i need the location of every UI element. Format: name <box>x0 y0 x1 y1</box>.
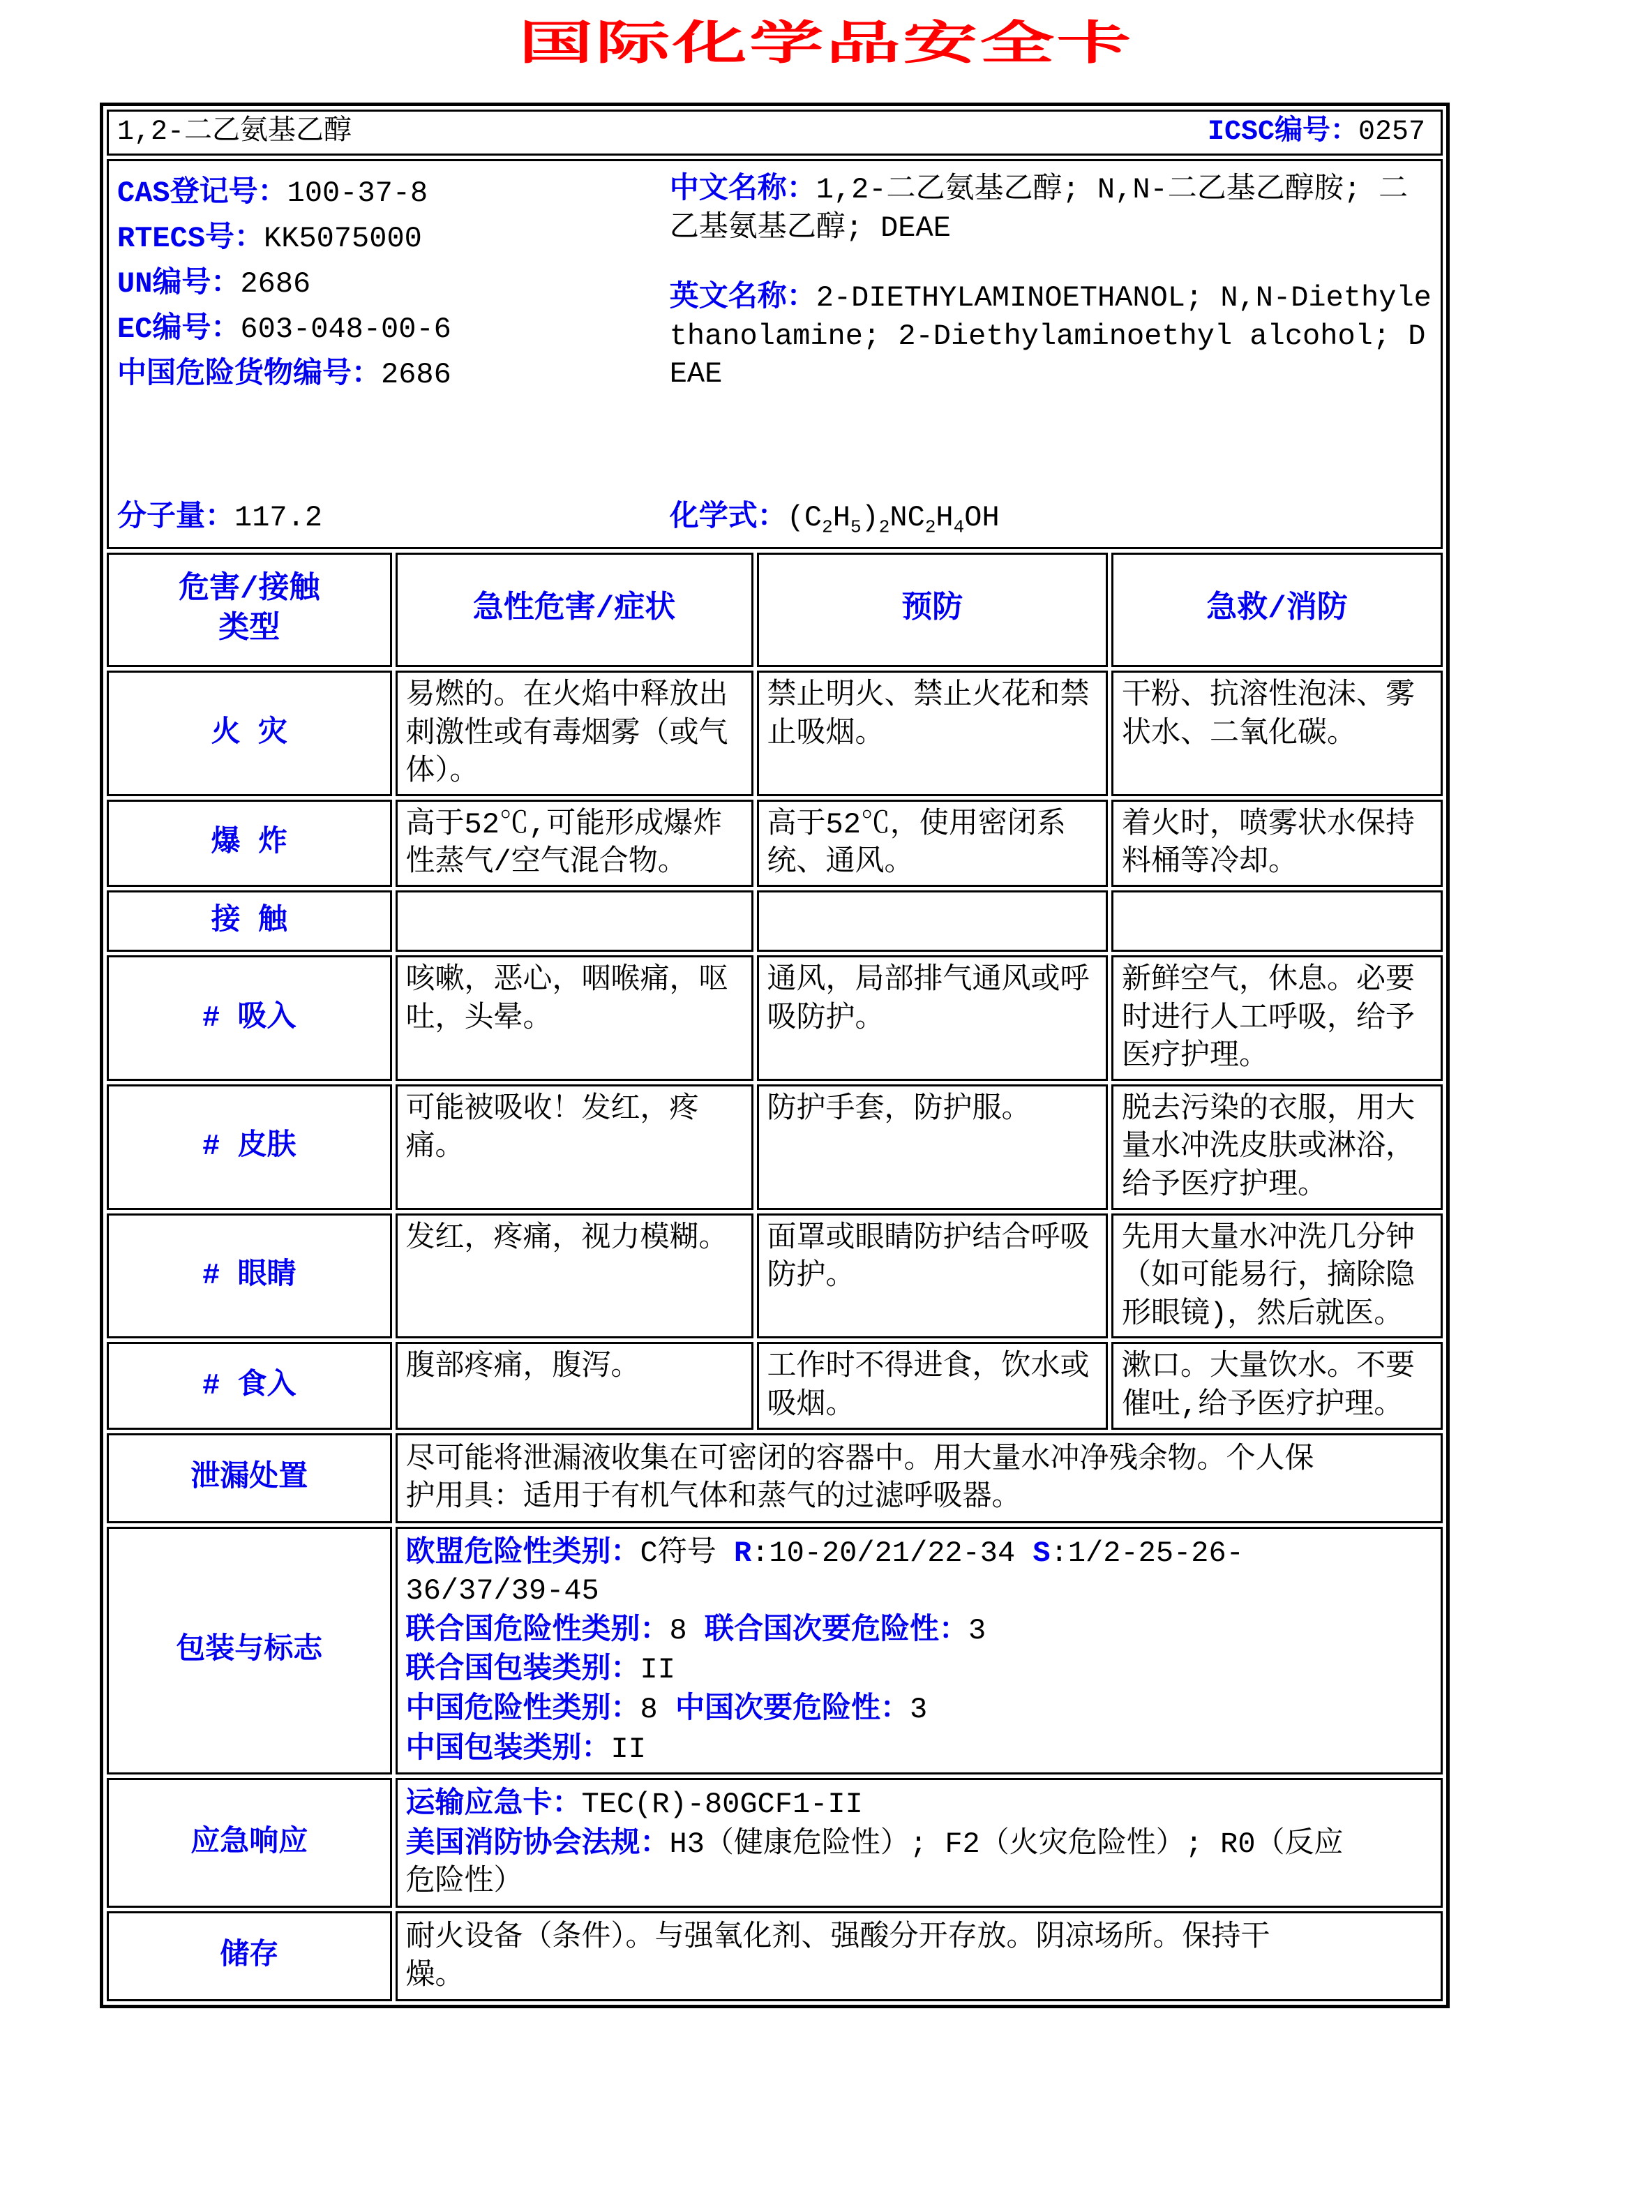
storage-line: 耐火设备（条件）。与强氧化剂、强酸分开存放。阴凉场所。保持干 燥。 <box>405 1921 1270 1993</box>
un-number-label: UN编号： <box>117 267 241 301</box>
chinese-name <box>670 171 1432 247</box>
eyes-symptoms-cell: 发红，疼痛，视力模糊。 <box>396 1213 753 1339</box>
ec-number-value: 603-048-00-6 <box>240 313 451 347</box>
names-block <box>670 164 1432 544</box>
chemical-name: 1,2-二乙氨基乙醇 <box>117 117 352 148</box>
fire-prevention-cell: 禁止明火、禁止火花和禁止吸烟。 <box>757 671 1109 796</box>
chemical-formula <box>670 499 1432 544</box>
ec-number <box>117 307 670 352</box>
ingestion-symptoms-cell: 腹部疼痛，腹泻。 <box>396 1342 753 1429</box>
row-label-fire: 火 灾 <box>107 671 392 796</box>
explosion-firstaid-cell: 着火时，喷雾状水保持料桶等冷却。 <box>1111 800 1443 887</box>
china-dg-number-value: 2686 <box>381 358 451 392</box>
rtecs-number-label: RTECS号： <box>117 222 264 256</box>
section-label-spill: 泄漏处置 <box>107 1433 392 1523</box>
row-label-contact: 接 触 <box>107 890 392 952</box>
spill-content-cell <box>396 1433 1443 1523</box>
explosion-symptoms-cell: 高于52℃,可能形成爆炸性蒸气/空气混合物。 <box>396 800 753 887</box>
hazard-header-row <box>107 553 1443 667</box>
spill-line: 尽可能将泄漏液收集在可密闭的容器中。用大量水冲净残余物。个人保 护用具：适用于有机气体和蒸气的过滤呼吸器。 <box>405 1442 1314 1515</box>
cas-number-label: CAS登记号： <box>117 177 287 210</box>
ingestion-firstaid-cell: 漱口。大量饮水。不要催吐,给予医疗护理。 <box>1111 1342 1443 1429</box>
chinese-name-label: 中文名称： <box>669 173 816 207</box>
skin-firstaid-cell: 脱去污染的衣服，用大量水冲洗皮肤或淋浴，给予医疗护理。 <box>1111 1084 1443 1210</box>
section-row-emergency <box>107 1778 1443 1908</box>
identifiers-row <box>107 159 1443 549</box>
ingestion-prevention-cell: 工作时不得进食，饮水或吸烟。 <box>757 1342 1109 1429</box>
row-label-skin: # 皮肤 <box>107 1084 392 1210</box>
contact-symptoms-cell <box>396 890 753 952</box>
chemical-formula-label: 化学式： <box>669 501 787 535</box>
contact-prevention-cell <box>757 890 1109 952</box>
hazard-row-fire <box>107 671 1443 796</box>
name-row <box>107 110 1443 156</box>
nfpa-code-line: 美国消防协会法规：H3（健康危险性）; F2（火灾危险性）; R0（反应 危险性） <box>405 1827 1344 1899</box>
china-packing-group-line: 中国包装类别：II <box>405 1732 646 1766</box>
english-name-value: 2-DIETHYLAMINOETHANOL; N,N-Diethylethanolamine; 2-Diethylaminoethyl alcohol; DEAE <box>669 281 1432 391</box>
section-label-storage: 储存 <box>107 1911 392 2001</box>
cas-number <box>117 171 670 216</box>
icsc-number: 0257 <box>1358 117 1425 148</box>
icsc-number-field <box>1208 114 1432 151</box>
rtecs-number-value: KK5075000 <box>264 222 422 256</box>
molecular-weight-value: 117.2 <box>234 501 323 535</box>
row-label-inhalation: # 吸入 <box>107 955 392 1081</box>
english-name-label: 英文名称： <box>669 281 816 315</box>
eu-hazard-class-line: 欧盟危险性类别：C符号 R:10-20/21/22-34 S:1/2-25-26- 36/37/39-45 <box>405 1536 1244 1608</box>
row-label-explosion: 爆 炸 <box>107 800 392 887</box>
china-dg-number <box>117 352 670 398</box>
card-title: 国际化学品安全卡 <box>518 18 1134 69</box>
hazard-row-contact <box>107 890 1443 952</box>
chemical-formula-value: $(C_2H_5)_2NC_2H_4OH$ <box>786 501 1000 538</box>
storage-content-cell <box>396 1911 1443 2001</box>
header-hazard-type: 危害/接触 类型 <box>107 553 392 667</box>
un-hazard-class-line: 联合国危险性类别：8 联合国次要危险性：3 <box>405 1613 986 1647</box>
registry-numbers-block <box>117 164 670 544</box>
contact-firstaid-cell <box>1111 890 1443 952</box>
explosion-prevention-cell: 高于52℃，使用密闭系统、通风。 <box>757 800 1109 887</box>
header-prevention: 预防 <box>757 553 1109 667</box>
un-number-value: 2686 <box>240 267 311 301</box>
page-header <box>0 0 1652 72</box>
eyes-firstaid-cell: 先用大量水冲洗几分钟（如可能易行，摘除隐形眼镜)，然后就医。 <box>1111 1213 1443 1339</box>
hazard-row-inhalation <box>107 955 1443 1081</box>
row-label-ingestion: # 食入 <box>107 1342 392 1429</box>
packaging-content-cell <box>396 1527 1443 1775</box>
section-row-packaging <box>107 1527 1443 1775</box>
china-hazard-class-line: 中国危险性类别：8 中国次要危险性：3 <box>405 1693 928 1727</box>
skin-symptoms-cell: 可能被吸收！发红，疼痛。 <box>396 1084 753 1210</box>
icsc-number-label: ICSC编号： <box>1207 117 1358 148</box>
section-row-storage <box>107 1911 1443 2001</box>
china-dg-number-label: 中国危险货物编号： <box>117 358 382 392</box>
section-label-packaging: 包装与标志 <box>107 1527 392 1775</box>
chinese-name-value: 1,2-二乙氨基乙醇; N,N-二乙基乙醇胺; 二乙基氨基乙醇; DEAE <box>669 173 1409 245</box>
row-label-eyes: # 眼睛 <box>107 1213 392 1339</box>
inhalation-firstaid-cell: 新鲜空气，休息。必要时进行人工呼吸，给予医疗护理。 <box>1111 955 1443 1081</box>
ec-number-label: EC编号： <box>117 313 241 347</box>
un-number <box>117 262 670 307</box>
rtecs-number <box>117 216 670 262</box>
molecular-weight-label: 分子量： <box>117 501 235 535</box>
inhalation-prevention-cell: 通风，局部排气通风或呼吸防护。 <box>757 955 1109 1081</box>
molecular-weight <box>117 499 670 544</box>
hazard-row-eyes <box>107 1213 1443 1339</box>
icsc-card-table <box>100 103 1450 2008</box>
english-name <box>670 279 1432 394</box>
skin-prevention-cell: 防护手套，防护服。 <box>757 1084 1109 1210</box>
inhalation-symptoms-cell: 咳嗽，恶心，咽喉痛，呕吐，头晕。 <box>396 955 753 1081</box>
header-firstaid: 急救/消防 <box>1111 553 1443 667</box>
transport-emergency-card-line: 运输应急卡：TEC(R)-80GCF1-II <box>405 1788 863 1822</box>
hazard-row-explosion <box>107 800 1443 887</box>
hazard-row-skin <box>107 1084 1443 1210</box>
section-label-emergency: 应急响应 <box>107 1778 392 1908</box>
eyes-prevention-cell: 面罩或眼睛防护结合呼吸防护。 <box>757 1213 1109 1339</box>
header-symptoms: 急性危害/症状 <box>396 553 753 667</box>
hazard-row-ingestion <box>107 1342 1443 1429</box>
un-packing-group-line: 联合国包装类别：II <box>405 1653 675 1687</box>
section-row-spill <box>107 1433 1443 1523</box>
emergency-content-cell <box>396 1778 1443 1908</box>
fire-symptoms-cell: 易燃的。在火焰中释放出刺激性或有毒烟雾（或气体）。 <box>396 671 753 796</box>
fire-firstaid-cell: 干粉、抗溶性泡沫、雾状水、二氧化碳。 <box>1111 671 1443 796</box>
cas-number-value: 100-37-8 <box>287 177 428 210</box>
